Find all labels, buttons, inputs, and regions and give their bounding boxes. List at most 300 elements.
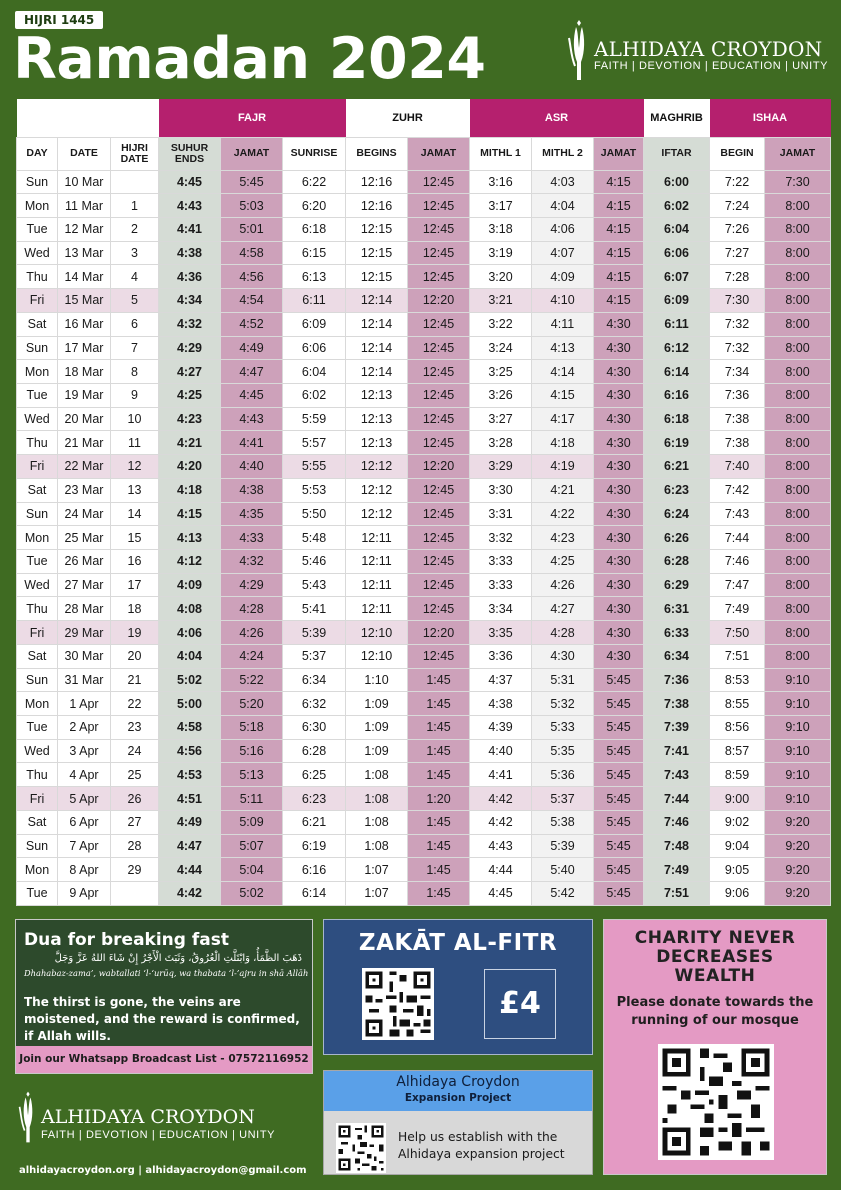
expansion-text: Help us establish with the Alhidaya expansion project [398, 1130, 565, 1161]
cell-isha-begin: 7:32 [710, 312, 765, 336]
cell-suhur: 4:21 [159, 431, 221, 455]
cell-fajr-jamat: 5:03 [221, 194, 283, 218]
cell-iftar: 6:04 [644, 217, 710, 241]
cell-sunrise: 6:13 [283, 265, 346, 289]
cell-date: 16 Mar [58, 312, 111, 336]
cell-suhur: 4:34 [159, 289, 221, 313]
cell-mithl2: 4:18 [532, 431, 594, 455]
cell-day: Mon [17, 858, 58, 882]
cell-isha-jamat: 9:10 [765, 668, 831, 692]
table-row [17, 431, 831, 455]
cell-day: Thu [17, 763, 58, 787]
cell-fajr-jamat: 4:49 [221, 336, 283, 360]
cell-mithl1: 3:33 [470, 573, 532, 597]
cell-zuhr-begins: 1:08 [346, 810, 408, 834]
cell-isha-jamat: 8:00 [765, 289, 831, 313]
cell-fajr-jamat: 4:26 [221, 621, 283, 645]
dua-arabic: ذَهَبَ الظَّمَأُ، وَابْتَلَّتِ الْعُرُوقُ، وَثَبَتَ الْأَجْرُ إِنْ شَاءَ اللهُ عَزَّ وَجَلَّ [54, 953, 302, 964]
cell-day: Sat [17, 810, 58, 834]
table-row [17, 858, 831, 882]
cell-suhur: 4:23 [159, 407, 221, 431]
cell-isha-begin: 9:04 [710, 834, 765, 858]
col-isha-begin: BEGIN [710, 137, 765, 170]
cell-zuhr-jamat: 12:45 [408, 502, 470, 526]
cell-mithl1: 3:31 [470, 502, 532, 526]
cell-mithl2: 4:13 [532, 336, 594, 360]
cell-isha-jamat: 9:20 [765, 882, 831, 906]
cell-mithl1: 3:29 [470, 455, 532, 479]
cell-day: Thu [17, 431, 58, 455]
cell-fajr-jamat: 5:02 [221, 882, 283, 906]
cell-suhur: 4:43 [159, 194, 221, 218]
cell-mithl1: 3:24 [470, 336, 532, 360]
table-row [17, 668, 831, 692]
cell-date: 5 Apr [58, 787, 111, 811]
cell-iftar: 7:38 [644, 692, 710, 716]
cell-suhur: 4:56 [159, 739, 221, 763]
cell-zuhr-begins: 12:13 [346, 383, 408, 407]
contact-links[interactable]: alhidayacroydon.org | alhidayacroydon@gmail.com [19, 1165, 307, 1176]
expansion-header [324, 1071, 592, 1111]
cell-isha-begin: 7:38 [710, 431, 765, 455]
cell-zuhr-jamat: 12:45 [408, 383, 470, 407]
cell-isha-begin: 7:32 [710, 336, 765, 360]
cell-suhur: 4:09 [159, 573, 221, 597]
cell-zuhr-jamat: 12:45 [408, 312, 470, 336]
cell-suhur: 4:08 [159, 597, 221, 621]
cell-fajr-jamat: 4:33 [221, 526, 283, 550]
cell-zuhr-begins: 1:10 [346, 668, 408, 692]
cell-fajr-jamat: 5:11 [221, 787, 283, 811]
cell-mithl1: 3:36 [470, 644, 532, 668]
cell-iftar: 7:49 [644, 858, 710, 882]
cell-isha-begin: 9:05 [710, 858, 765, 882]
cell-fajr-jamat: 5:04 [221, 858, 283, 882]
cell-asr-jamat: 4:15 [594, 170, 644, 194]
cell-mithl2: 4:22 [532, 502, 594, 526]
table-row [17, 597, 831, 621]
cell-sunrise: 6:28 [283, 739, 346, 763]
cell-mithl1: 4:39 [470, 716, 532, 740]
table-row [17, 692, 831, 716]
table-row [17, 882, 831, 906]
cell-isha-jamat: 9:10 [765, 692, 831, 716]
cell-date: 6 Apr [58, 810, 111, 834]
whatsapp-banner[interactable]: Join our Whatsapp Broadcast List - 07572116952 [16, 1046, 312, 1073]
table-row [17, 573, 831, 597]
cell-suhur: 4:45 [159, 170, 221, 194]
cell-hijri: 14 [111, 502, 159, 526]
cell-day: Wed [17, 573, 58, 597]
cell-hijri: 1 [111, 194, 159, 218]
cell-zuhr-begins: 12:10 [346, 644, 408, 668]
cell-sunrise: 5:48 [283, 526, 346, 550]
cell-sunrise: 5:43 [283, 573, 346, 597]
cell-isha-begin: 7:22 [710, 170, 765, 194]
cell-isha-jamat: 8:00 [765, 597, 831, 621]
cell-mithl2: 5:42 [532, 882, 594, 906]
cell-isha-begin: 7:27 [710, 241, 765, 265]
cell-asr-jamat: 5:45 [594, 858, 644, 882]
column-header-row [17, 137, 831, 170]
cell-isha-jamat: 8:00 [765, 502, 831, 526]
cell-mithl2: 4:04 [532, 194, 594, 218]
cell-asr-jamat: 4:30 [594, 621, 644, 645]
cell-isha-begin: 7:43 [710, 502, 765, 526]
cell-day: Tue [17, 217, 58, 241]
cell-asr-jamat: 4:30 [594, 360, 644, 384]
cell-isha-jamat: 8:00 [765, 241, 831, 265]
dua-transliteration: Dhahabaz-zama’, wabtallati ‘l-‘urūq, wa thabata ‘l-’ajru in shā Allāh [24, 968, 309, 978]
cell-mithl2: 4:10 [532, 289, 594, 313]
cell-hijri: 3 [111, 241, 159, 265]
cell-sunrise: 6:06 [283, 336, 346, 360]
cell-zuhr-jamat: 1:45 [408, 763, 470, 787]
cell-isha-jamat: 8:00 [765, 312, 831, 336]
cell-isha-jamat: 8:00 [765, 407, 831, 431]
cell-isha-jamat: 9:10 [765, 763, 831, 787]
page-title: Ramadan 2024 [13, 26, 486, 92]
cell-zuhr-begins: 1:07 [346, 858, 408, 882]
cell-isha-jamat: 9:20 [765, 858, 831, 882]
cell-asr-jamat: 4:30 [594, 597, 644, 621]
table-row [17, 834, 831, 858]
cell-hijri: 21 [111, 668, 159, 692]
cell-hijri: 5 [111, 289, 159, 313]
cell-asr-jamat: 5:45 [594, 739, 644, 763]
cell-hijri: 12 [111, 455, 159, 479]
cell-zuhr-jamat: 12:20 [408, 621, 470, 645]
cell-suhur: 4:18 [159, 478, 221, 502]
cell-asr-jamat: 4:30 [594, 383, 644, 407]
cell-sunrise: 6:30 [283, 716, 346, 740]
zakat-panel [323, 919, 593, 1055]
cell-suhur: 4:25 [159, 383, 221, 407]
cell-hijri: 25 [111, 763, 159, 787]
cell-zuhr-begins: 1:09 [346, 692, 408, 716]
cell-fajr-jamat: 5:07 [221, 834, 283, 858]
cell-zuhr-jamat: 12:45 [408, 217, 470, 241]
cell-isha-begin: 7:46 [710, 550, 765, 574]
cell-fajr-jamat: 4:47 [221, 360, 283, 384]
cell-iftar: 7:51 [644, 882, 710, 906]
col-hijri-label: HIJRI DATE [120, 141, 149, 165]
table-row [17, 407, 831, 431]
cell-fajr-jamat: 4:45 [221, 383, 283, 407]
cell-isha-begin: 7:30 [710, 289, 765, 313]
cell-sunrise: 5:53 [283, 478, 346, 502]
cell-zuhr-jamat: 12:45 [408, 170, 470, 194]
cell-date: 13 Mar [58, 241, 111, 265]
cell-fajr-jamat: 4:32 [221, 550, 283, 574]
cell-mithl2: 5:39 [532, 834, 594, 858]
cell-iftar: 6:31 [644, 597, 710, 621]
cell-mithl1: 4:41 [470, 763, 532, 787]
cell-mithl2: 5:35 [532, 739, 594, 763]
cell-suhur: 4:38 [159, 241, 221, 265]
cell-isha-jamat: 9:20 [765, 810, 831, 834]
cell-date: 26 Mar [58, 550, 111, 574]
cell-isha-begin: 7:38 [710, 407, 765, 431]
cell-iftar: 6:14 [644, 360, 710, 384]
cell-isha-jamat: 8:00 [765, 431, 831, 455]
mosque-logo [566, 18, 831, 88]
cell-hijri: 22 [111, 692, 159, 716]
cell-zuhr-jamat: 1:45 [408, 882, 470, 906]
cell-mithl2: 4:14 [532, 360, 594, 384]
cell-day: Mon [17, 692, 58, 716]
cell-day: Fri [17, 289, 58, 313]
cell-date: 29 Mar [58, 621, 111, 645]
cell-isha-jamat: 8:00 [765, 217, 831, 241]
group-asr: ASR [470, 99, 644, 137]
cell-fajr-jamat: 4:41 [221, 431, 283, 455]
cell-sunrise: 6:04 [283, 360, 346, 384]
cell-suhur: 4:44 [159, 858, 221, 882]
cell-sunrise: 6:11 [283, 289, 346, 313]
col-suhur [159, 137, 221, 170]
cell-sunrise: 6:19 [283, 834, 346, 858]
cell-fajr-jamat: 4:54 [221, 289, 283, 313]
cell-suhur: 4:20 [159, 455, 221, 479]
table-row [17, 502, 831, 526]
cell-asr-jamat: 4:15 [594, 194, 644, 218]
cell-mithl1: 3:32 [470, 526, 532, 550]
cell-isha-jamat: 9:10 [765, 716, 831, 740]
cell-hijri: 29 [111, 858, 159, 882]
table-row [17, 170, 831, 194]
cell-suhur: 4:15 [159, 502, 221, 526]
cell-zuhr-begins: 12:15 [346, 217, 408, 241]
cell-iftar: 6:26 [644, 526, 710, 550]
cell-asr-jamat: 4:30 [594, 336, 644, 360]
cell-suhur: 4:42 [159, 882, 221, 906]
cell-isha-begin: 8:53 [710, 668, 765, 692]
cell-fajr-jamat: 4:52 [221, 312, 283, 336]
cell-zuhr-jamat: 1:45 [408, 858, 470, 882]
cell-hijri: 26 [111, 787, 159, 811]
footer-logo [17, 1088, 307, 1148]
cell-mithl2: 5:36 [532, 763, 594, 787]
cell-isha-jamat: 8:00 [765, 478, 831, 502]
cell-asr-jamat: 5:45 [594, 692, 644, 716]
group-zuhr: ZUHR [346, 99, 470, 137]
cell-isha-jamat: 8:00 [765, 360, 831, 384]
cell-sunrise: 5:55 [283, 455, 346, 479]
cell-date: 1 Apr [58, 692, 111, 716]
cell-isha-jamat: 8:00 [765, 573, 831, 597]
col-fajr-jamat: JAMAT [221, 137, 283, 170]
dua-panel [15, 919, 313, 1074]
cell-mithl1: 4:43 [470, 834, 532, 858]
cell-zuhr-begins: 12:14 [346, 289, 408, 313]
cell-zuhr-jamat: 12:45 [408, 431, 470, 455]
charity-panel [603, 919, 827, 1175]
col-suhur-label: SUHUR ENDS [170, 141, 209, 165]
table-row [17, 810, 831, 834]
cell-asr-jamat: 5:45 [594, 668, 644, 692]
cell-mithl1: 4:40 [470, 739, 532, 763]
cell-suhur: 4:53 [159, 763, 221, 787]
cell-suhur: 4:41 [159, 217, 221, 241]
cell-fajr-jamat: 4:40 [221, 455, 283, 479]
col-isha-jamat: JAMAT [765, 137, 831, 170]
cell-iftar: 6:16 [644, 383, 710, 407]
zakat-amount: £4 [484, 969, 556, 1039]
cell-iftar: 6:18 [644, 407, 710, 431]
cell-sunrise: 6:02 [283, 383, 346, 407]
cell-zuhr-jamat: 12:20 [408, 455, 470, 479]
cell-date: 4 Apr [58, 763, 111, 787]
cell-iftar: 6:00 [644, 170, 710, 194]
cell-mithl2: 4:11 [532, 312, 594, 336]
cell-zuhr-jamat: 12:45 [408, 265, 470, 289]
footer-logo-tagline: FAITH | DEVOTION | EDUCATION | UNITY [41, 1129, 276, 1141]
cell-iftar: 7:48 [644, 834, 710, 858]
cell-zuhr-jamat: 12:45 [408, 644, 470, 668]
col-iftar: IFTAR [644, 137, 710, 170]
cell-hijri: 16 [111, 550, 159, 574]
cell-isha-begin: 7:26 [710, 217, 765, 241]
cell-isha-begin: 8:56 [710, 716, 765, 740]
cell-asr-jamat: 5:45 [594, 882, 644, 906]
cell-mithl1: 3:28 [470, 431, 532, 455]
group-ishaa: ISHAA [710, 99, 831, 137]
expansion-qr-icon[interactable] [336, 1123, 386, 1173]
table-row [17, 526, 831, 550]
table-row [17, 241, 831, 265]
cell-mithl2: 5:40 [532, 858, 594, 882]
cell-zuhr-begins: 12:15 [346, 265, 408, 289]
cell-mithl2: 4:15 [532, 383, 594, 407]
cell-day: Sun [17, 668, 58, 692]
cell-sunrise: 6:15 [283, 241, 346, 265]
cell-asr-jamat: 4:30 [594, 431, 644, 455]
cell-isha-jamat: 9:10 [765, 787, 831, 811]
table-row [17, 621, 831, 645]
cell-fajr-jamat: 5:45 [221, 170, 283, 194]
cell-iftar: 6:07 [644, 265, 710, 289]
cell-fajr-jamat: 4:29 [221, 573, 283, 597]
cell-isha-begin: 7:36 [710, 383, 765, 407]
cell-mithl2: 4:06 [532, 217, 594, 241]
cell-day: Tue [17, 716, 58, 740]
cell-zuhr-begins: 12:13 [346, 407, 408, 431]
cell-zuhr-jamat: 12:45 [408, 241, 470, 265]
cell-day: Wed [17, 407, 58, 431]
cell-isha-jamat: 8:00 [765, 455, 831, 479]
cell-zuhr-jamat: 12:45 [408, 194, 470, 218]
table-row [17, 716, 831, 740]
cell-hijri: 8 [111, 360, 159, 384]
cell-iftar: 6:21 [644, 455, 710, 479]
cell-iftar: 6:02 [644, 194, 710, 218]
col-zuhr-jamat: JAMAT [408, 137, 470, 170]
cell-mithl2: 5:37 [532, 787, 594, 811]
table-row [17, 360, 831, 384]
cell-hijri: 19 [111, 621, 159, 645]
expansion-panel [323, 1070, 593, 1175]
cell-asr-jamat: 5:45 [594, 787, 644, 811]
cell-suhur: 4:29 [159, 336, 221, 360]
col-date: DATE [58, 137, 111, 170]
cell-hijri: 13 [111, 478, 159, 502]
cell-fajr-jamat: 5:09 [221, 810, 283, 834]
cell-zuhr-begins: 1:08 [346, 763, 408, 787]
cell-sunrise: 6:25 [283, 763, 346, 787]
cell-fajr-jamat: 5:22 [221, 668, 283, 692]
cell-date: 15 Mar [58, 289, 111, 313]
cell-mithl1: 3:33 [470, 550, 532, 574]
cell-isha-begin: 9:06 [710, 882, 765, 906]
cell-day: Sun [17, 170, 58, 194]
cell-hijri: 24 [111, 739, 159, 763]
cell-asr-jamat: 4:15 [594, 217, 644, 241]
cell-sunrise: 6:21 [283, 810, 346, 834]
cell-sunrise: 6:16 [283, 858, 346, 882]
cell-date: 17 Mar [58, 336, 111, 360]
cell-date: 19 Mar [58, 383, 111, 407]
cell-suhur: 4:04 [159, 644, 221, 668]
cell-isha-begin: 8:59 [710, 763, 765, 787]
cell-suhur: 4:13 [159, 526, 221, 550]
cell-hijri: 10 [111, 407, 159, 431]
col-asr-jamat: JAMAT [594, 137, 644, 170]
cell-isha-jamat: 8:00 [765, 383, 831, 407]
cell-day: Sat [17, 478, 58, 502]
cell-date: 20 Mar [58, 407, 111, 431]
cell-sunrise: 6:32 [283, 692, 346, 716]
group-fajr: FAJR [159, 99, 346, 137]
cell-day: Tue [17, 383, 58, 407]
cell-suhur: 5:02 [159, 668, 221, 692]
cell-zuhr-begins: 12:14 [346, 312, 408, 336]
table-row [17, 289, 831, 313]
cell-isha-begin: 7:40 [710, 455, 765, 479]
cell-mithl2: 4:09 [532, 265, 594, 289]
cell-sunrise: 6:09 [283, 312, 346, 336]
donate-qr-icon[interactable] [658, 1044, 774, 1160]
prayer-timetable [16, 99, 831, 906]
cell-mithl1: 4:42 [470, 810, 532, 834]
cell-mithl2: 5:33 [532, 716, 594, 740]
cell-mithl1: 3:16 [470, 170, 532, 194]
cell-day: Fri [17, 787, 58, 811]
cell-suhur: 4:51 [159, 787, 221, 811]
cell-iftar: 7:44 [644, 787, 710, 811]
col-mithl1: MITHL 1 [470, 137, 532, 170]
hijri-year-badge: HIJRI 1445 [15, 11, 103, 29]
cell-isha-begin: 7:44 [710, 526, 765, 550]
cell-zuhr-begins: 1:07 [346, 882, 408, 906]
cell-zuhr-jamat: 12:45 [408, 360, 470, 384]
cell-zuhr-jamat: 12:45 [408, 573, 470, 597]
cell-mithl2: 4:28 [532, 621, 594, 645]
cell-hijri: 7 [111, 336, 159, 360]
cell-fajr-jamat: 5:20 [221, 692, 283, 716]
cell-mithl1: 3:19 [470, 241, 532, 265]
cell-asr-jamat: 4:30 [594, 407, 644, 431]
cell-suhur: 4:36 [159, 265, 221, 289]
cell-isha-begin: 7:24 [710, 194, 765, 218]
cell-asr-jamat: 4:30 [594, 644, 644, 668]
cell-date: 21 Mar [58, 431, 111, 455]
cell-mithl2: 4:21 [532, 478, 594, 502]
cell-mithl1: 4:42 [470, 787, 532, 811]
table-row [17, 550, 831, 574]
zakat-qr-icon[interactable] [362, 968, 434, 1040]
charity-text: Please donate towards the running of our mosque [616, 995, 814, 1028]
